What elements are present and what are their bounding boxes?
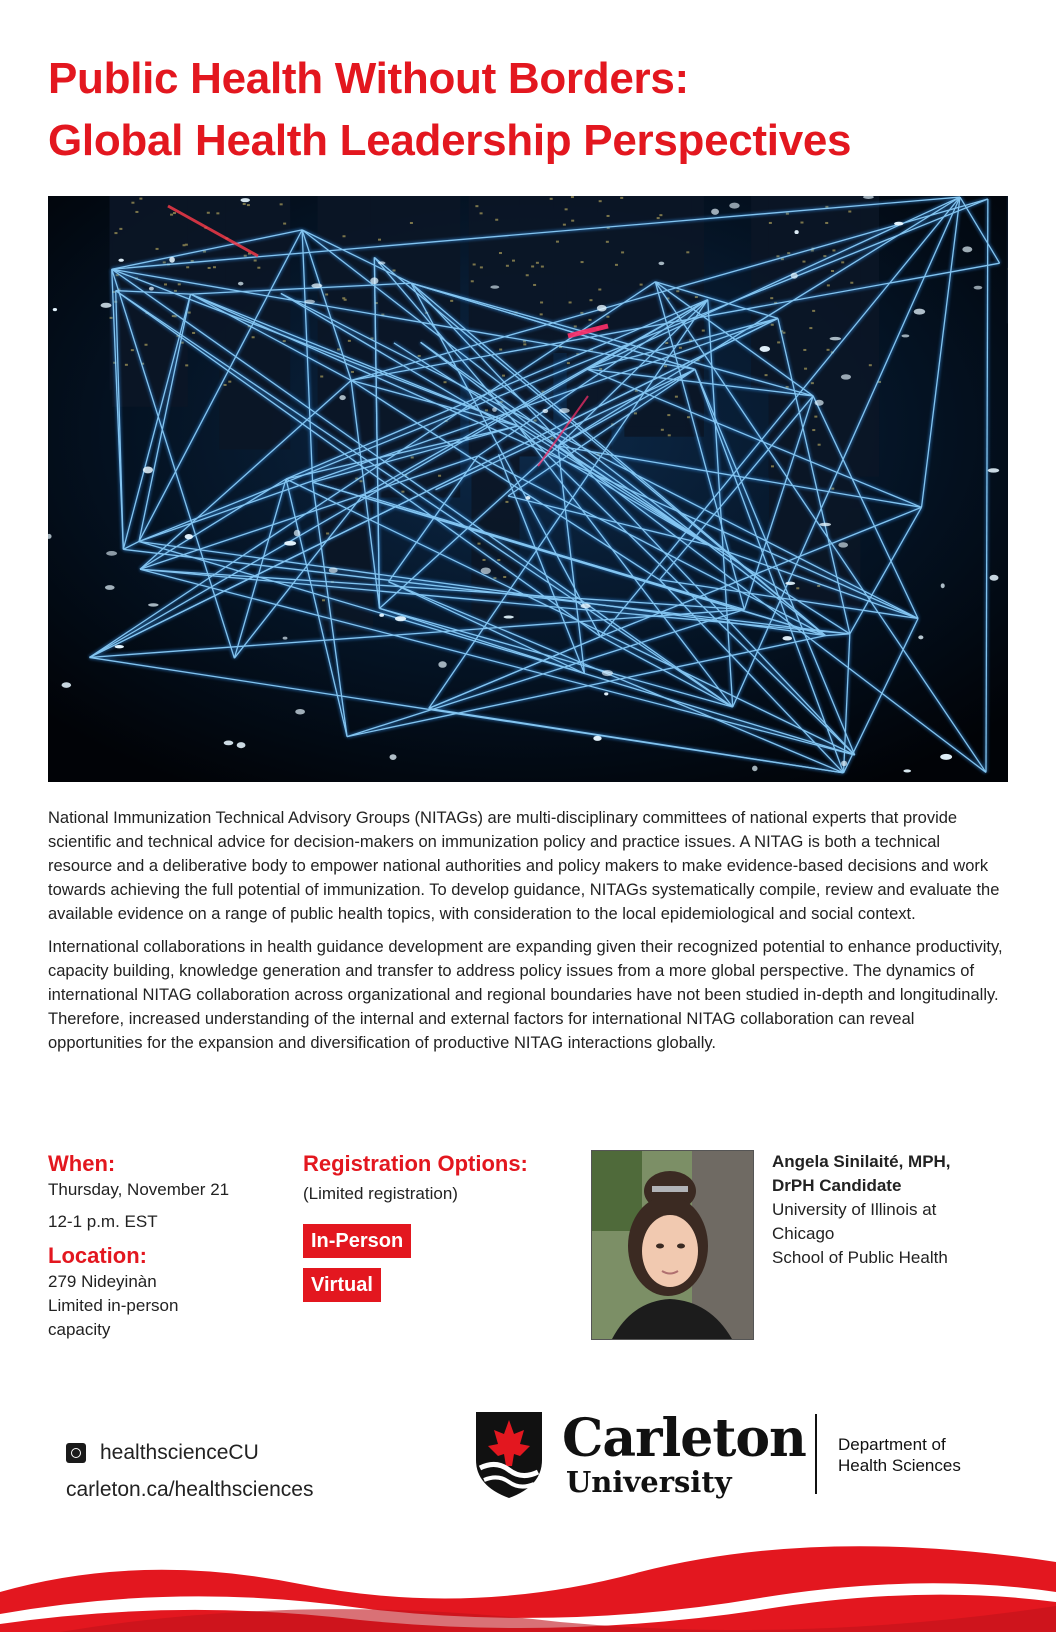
description-paragraph-2: International collaborations in health guidance development are expanding given their recognized potential to enhance productivity, capacity building, knowledge generation and transfer to address policy issues from a more global perspective. The dynamics of international NITAG collaboration across organizational and regional boundaries have not been studied in-depth and longitudinally. Therefore, increased understanding of the internal and external factors for international NITAG collaboration can reveal opportunities for the expansion and diversification of productive NITAG interactions globally. (48, 938, 1003, 1052)
title-line-1: Public Health Without Borders: (48, 54, 689, 103)
virtual-button[interactable]: Virtual (303, 1268, 381, 1302)
logo-divider (815, 1414, 817, 1494)
speaker-affiliation-1: University of Illinois at (772, 1200, 937, 1219)
department-line-2: Health Sciences (838, 1456, 961, 1475)
speaker-name-line-1: Angela Sinilaité, MPH, (772, 1152, 951, 1171)
instagram-icon[interactable] (66, 1443, 86, 1463)
location-room: 279 Nideyinàn (48, 1272, 157, 1291)
speaker-photo (591, 1150, 754, 1340)
location-note: Limited in-person capacity (48, 1296, 179, 1339)
decorative-waves (0, 1532, 1056, 1632)
description-paragraph-1: National Immunization Technical Advisory Groups (NITAGs) are multi-disciplinary committees of national experts that provide scientific and technical advice for decision-makers on immunization policy and practice issues. A NITAG is both a technical resource and a deliberative body to empower national authorities and policy makers to make evidence-based decisions and work towards achieving the full potential of immunization. To develop guidance, NITAGs systematically compile, review and evaluate the available evidence on a range of public health topics, with consideration to the local epidemiological and social context. (48, 809, 1000, 923)
department-name (838, 1434, 961, 1476)
carleton-shield-icon (474, 1410, 544, 1500)
page-title (48, 48, 1008, 172)
speaker-affiliation-3: School of Public Health (772, 1248, 948, 1267)
department-line-1: Department of (838, 1435, 946, 1454)
speaker-affiliation-2: Chicago (772, 1224, 835, 1243)
event-date: Thursday, November 21 (48, 1180, 230, 1199)
carleton-logo (474, 1410, 1014, 1500)
registration-section (303, 1150, 573, 1302)
registration-label: Registration Options: (303, 1151, 528, 1176)
title-line-2: Global Health Leadership Perspectives (48, 116, 852, 165)
event-details (48, 1150, 278, 1342)
speaker-info (772, 1150, 1012, 1270)
social-links (66, 1438, 313, 1502)
logo-name: Carleton (562, 1408, 806, 1469)
event-description (48, 806, 1008, 1064)
website-link[interactable]: carleton.ca/healthsciences (66, 1478, 314, 1501)
logo-subname: University (566, 1465, 732, 1499)
instagram-handle[interactable]: healthscienceCU (100, 1441, 259, 1464)
hero-image (48, 196, 1008, 782)
registration-note: (Limited registration) (303, 1184, 458, 1203)
speaker-name-line-2: DrPH Candidate (772, 1176, 902, 1195)
in-person-button[interactable]: In-Person (303, 1224, 411, 1258)
when-label: When: (48, 1151, 116, 1176)
location-label: Location: (48, 1243, 147, 1268)
event-time: 12-1 p.m. EST (48, 1212, 158, 1231)
